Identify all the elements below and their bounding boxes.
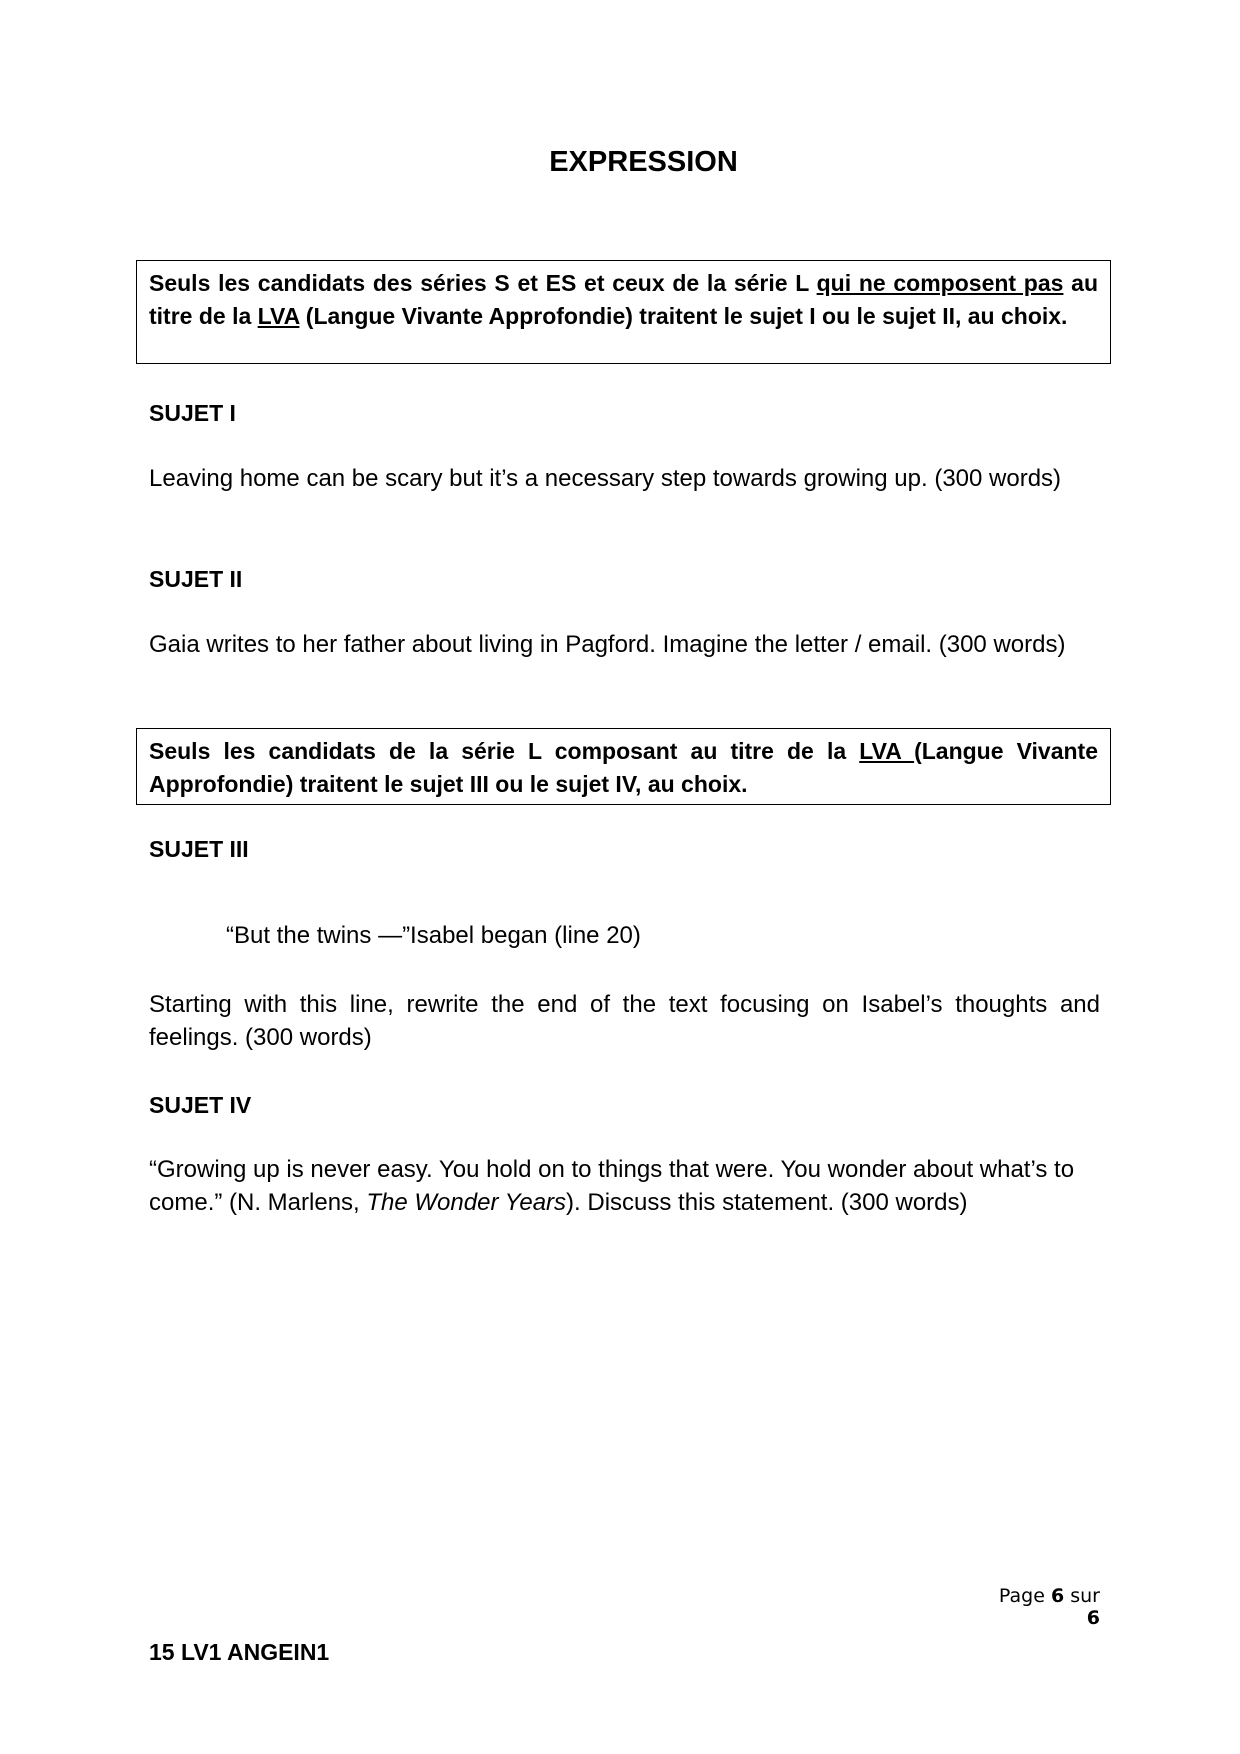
instruction-text: Seuls les candidats de la série L composant au titre de la: [149, 738, 860, 764]
instruction-underlined: qui ne composent pas: [816, 270, 1064, 296]
sujet-4-work-title: The Wonder Years: [366, 1189, 567, 1216]
sujet-2-text: Gaia writes to her father about living in Pagford. Imagine the letter / email. (300 words): [149, 631, 1066, 658]
instruction-text: (Langue Vivante Approfondie) traitent le sujet III ou le sujet IV, au choix.: [149, 738, 1099, 797]
sujet-1-heading: SUJET I: [149, 400, 236, 426]
sujet-3-text: Starting with this line, rewrite the end of the text focusing on Isabel’s thoughts and feelings. (300 words): [149, 991, 1100, 1051]
sujet-3-quote: “But the twins —”Isabel began (line 20): [226, 922, 641, 949]
instruction-text: au titre de la: [149, 270, 1098, 329]
page-label: Page: [998, 1585, 1051, 1607]
sujet-4-heading: SUJET IV: [149, 1092, 252, 1118]
page-title: EXPRESSION: [549, 146, 738, 178]
sujet-1-text: Leaving home can be scary but it’s a necessary step towards growing up. (300 words): [149, 465, 1062, 492]
instruction-underlined: LVA: [257, 303, 300, 329]
sujet-2-heading: SUJET II: [149, 566, 243, 592]
instruction-box-lva: [136, 728, 1111, 805]
page-number: [985, 1585, 1100, 1629]
instruction-text: Seuls les candidats des séries S et ES et ceux de la série L: [149, 270, 817, 296]
sujet-3-heading: SUJET III: [149, 836, 249, 862]
instruction-text: (Langue Vivante Approfondie) traitent le sujet I ou le sujet II, au choix.: [299, 303, 1068, 329]
page-current: 6: [1050, 1585, 1065, 1607]
sujet-4-instruction: ). Discuss this statement. (300 words): [566, 1189, 968, 1216]
page-total: 6: [1086, 1607, 1100, 1629]
document-code: 15 LV1 ANGEIN1: [149, 1639, 330, 1665]
instruction-underlined: LVA: [859, 738, 915, 764]
instruction-box-lv: [136, 260, 1111, 364]
sujet-4-quote-text: “Growing up is never easy. You hold on to things that were. You wonder about what’s to come.” (N. Marlens,: [149, 1156, 1075, 1216]
page-separator: sur: [1064, 1585, 1100, 1607]
sujet-4-text: [149, 1153, 1100, 1219]
